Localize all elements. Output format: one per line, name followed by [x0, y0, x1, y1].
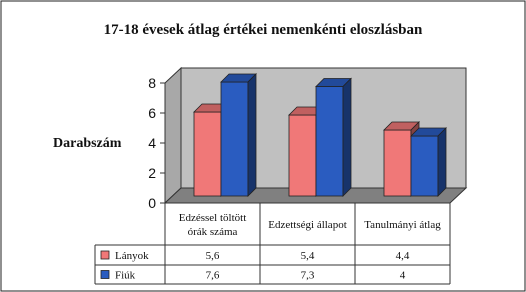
legend-label: Fiúk — [115, 269, 136, 282]
y-tick-label: 0 — [148, 195, 156, 211]
data-label: 5,4 — [300, 250, 315, 262]
y-tick-label: 4 — [148, 135, 156, 151]
x-tick-label: Edzéssel töltött — [178, 212, 247, 224]
y-tick-label: 6 — [148, 105, 156, 121]
bar — [221, 82, 248, 196]
legend-swatch — [101, 271, 109, 279]
data-label: 5,6 — [205, 250, 220, 262]
bar — [194, 112, 221, 196]
legend-label: Lányok — [115, 250, 149, 262]
data-label: 4,4 — [395, 250, 410, 262]
bar-side — [343, 79, 351, 197]
x-tick-label: Tanulmányi átlag — [364, 219, 441, 231]
bar — [411, 136, 438, 196]
y-axis-label: Darabszám — [53, 136, 122, 151]
data-label: 4 — [399, 269, 406, 282]
bar-side — [438, 128, 446, 196]
x-tick-label: órák száma — [187, 226, 238, 238]
bar — [316, 87, 343, 197]
side-wall — [165, 68, 181, 203]
bar-side — [248, 74, 256, 196]
data-label: 7,6 — [205, 269, 220, 282]
data-label: 7,3 — [300, 269, 315, 282]
x-tick-label: Edzettségi állapot — [268, 219, 347, 231]
chart-title: 17-18 évesek átlag értékei nemenkénti eloszlásban — [103, 22, 423, 38]
bar — [289, 115, 316, 196]
legend-swatch — [101, 251, 109, 259]
y-tick-label: 2 — [148, 165, 156, 181]
bar — [384, 130, 411, 196]
y-tick-label: 8 — [148, 75, 156, 91]
